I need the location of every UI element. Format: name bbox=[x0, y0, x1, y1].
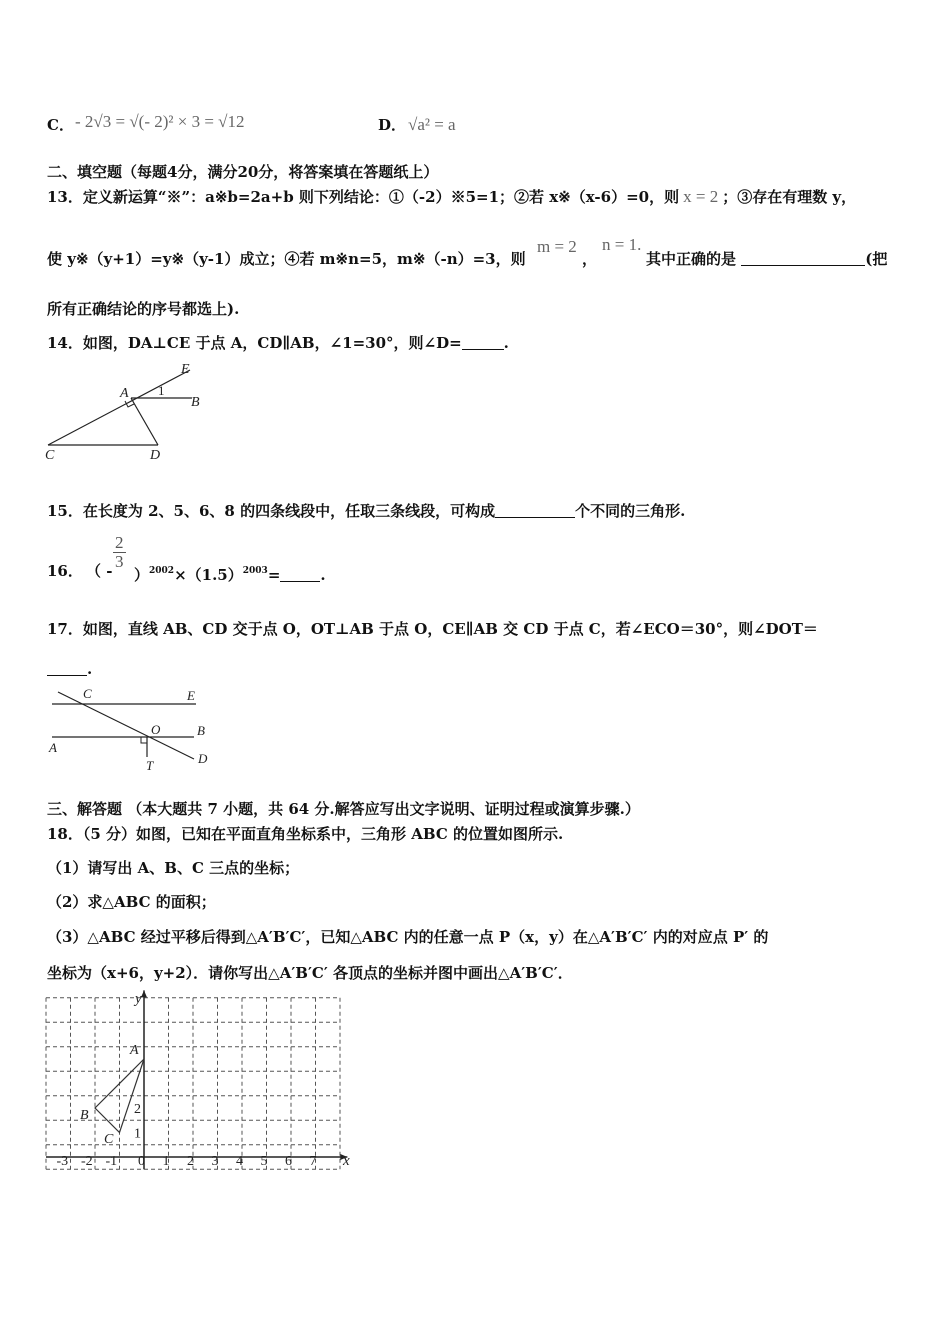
x-tick-label: -3 bbox=[56, 1154, 69, 1169]
q18-part3: （3）△ABC 经过平移后得到△A′B′C′，已知△ABC 内的任意一点 P（x，y）在△A′B′C′ 内的对应点 P′ 的 bbox=[47, 928, 769, 946]
y-tick-labels bbox=[134, 1102, 141, 1142]
q18-intro: 18．（5 分）如图，已知在平面直角坐标系中，三角形 ABC 的位置如图所示. bbox=[47, 825, 564, 843]
x-tick-label: 0 bbox=[138, 1154, 145, 1169]
q16-open: （ - bbox=[86, 562, 113, 580]
x-tick-label: 3 bbox=[211, 1154, 219, 1169]
q17-answer-line: . bbox=[47, 660, 92, 678]
m-equation: m = 2 bbox=[537, 237, 577, 256]
q13-line2-end: 其中正确的是 (把 bbox=[646, 250, 888, 268]
label-a: A bbox=[49, 740, 57, 755]
grid-lines bbox=[46, 998, 340, 1170]
line-ad bbox=[131, 398, 158, 445]
q17-answer-blank[interactable] bbox=[47, 660, 87, 676]
point-c-label: C bbox=[104, 1132, 114, 1147]
line-cd bbox=[58, 692, 194, 759]
q16-answer-blank[interactable] bbox=[280, 566, 320, 582]
n-equation: n = 1. bbox=[602, 235, 642, 254]
x-tick-label: 2 bbox=[187, 1154, 194, 1169]
q15-answer-blank[interactable] bbox=[495, 502, 575, 518]
y-tick-label: 1 bbox=[134, 1126, 141, 1142]
q13-line1: 13．定义新运算“※”：a※b=2a+b 则下列结论：①（-2）※5=1；②若 x※（x-6）=0，则 x = 2 ；③存在有理数 y， bbox=[47, 187, 857, 206]
right-angle-mark bbox=[141, 737, 147, 743]
section-2-title: 二、填空题（每题4分，满分20分，将答案填在答题纸上） bbox=[47, 163, 439, 181]
y-tick-label: 2 bbox=[134, 1102, 141, 1117]
label-e: E bbox=[187, 688, 195, 703]
q18-part1: （1）请写出 A、B、C 三点的坐标； bbox=[47, 859, 300, 877]
line-ce bbox=[48, 370, 190, 445]
q17-text: 17．如图，直线 AB、CD 交于点 O，OT⊥AB 于点 O，CE∥AB 交 CD 于点 C，若∠ECO＝30°，则∠DOT＝ bbox=[47, 620, 818, 638]
axes bbox=[46, 990, 347, 1169]
q16-expression: ）$^{2002}\times(1.5)^{2003}=$ . bbox=[134, 566, 326, 584]
q14-answer-blank[interactable] bbox=[462, 334, 504, 350]
x-tick-label: 5 bbox=[260, 1154, 268, 1169]
q18-coordinate-grid bbox=[40, 990, 360, 1190]
label-o: O bbox=[151, 722, 161, 737]
q13-line2: 使 y※（y+1）=y※（y-1）成立；④若 m※n=5，m※（-n）=3，则 bbox=[47, 250, 526, 268]
x-tick-label: 6 bbox=[285, 1154, 292, 1169]
q18-part2: （2）求△ABC 的面积； bbox=[47, 893, 216, 911]
q14-text: 14．如图，DA⊥CE 于点 A，CD∥AB，∠1=30°，则∠D= . bbox=[47, 334, 509, 352]
section-3-title: 三、解答题 （本大题共 7 小题，共 64 分.解答应写出文字说明、证明过程或演算步骤.） bbox=[47, 800, 640, 818]
option-c-expression: - 2√3 = √(- 2)² × 3 = √12 bbox=[75, 112, 245, 131]
x-tick-label: 1 bbox=[162, 1154, 170, 1169]
q14-figure bbox=[40, 358, 220, 466]
point-a-label: A bbox=[130, 1043, 139, 1058]
label-b: B bbox=[197, 723, 205, 738]
label-d: D bbox=[198, 751, 208, 766]
q13-answer-blank[interactable] bbox=[741, 250, 865, 266]
x-tick-label: 7 bbox=[309, 1154, 317, 1169]
q13-line3: 所有正确结论的序号都选上). bbox=[47, 300, 240, 318]
fraction-two-thirds: $\frac{2}{3}$ bbox=[115, 533, 124, 571]
q15-text: 15．在长度为 2、5、6、8 的四条线段中，任取三条线段，可构成 个不同的三角形. bbox=[47, 502, 686, 520]
x-equation: x = 2 bbox=[683, 187, 719, 206]
label-a: A bbox=[120, 386, 129, 401]
y-axis-arrow bbox=[141, 990, 147, 997]
label-b: B bbox=[191, 395, 200, 410]
point-b-label: B bbox=[80, 1108, 89, 1123]
label-e: E bbox=[181, 362, 190, 377]
label-c: C bbox=[83, 686, 92, 701]
q17-figure bbox=[44, 683, 224, 775]
q12-option-d bbox=[378, 116, 406, 134]
option-d-expression: √a² = a bbox=[408, 115, 456, 134]
x-tick-label: -2 bbox=[81, 1154, 93, 1169]
x-tick-label: -1 bbox=[105, 1154, 118, 1169]
label-t: T bbox=[146, 758, 154, 773]
q16-number: 16． bbox=[47, 562, 83, 580]
label-d: D bbox=[150, 448, 161, 463]
q13-comma: ， bbox=[582, 250, 598, 268]
label-angle-1: 1 bbox=[158, 383, 165, 398]
x-tick-label: 4 bbox=[236, 1154, 243, 1169]
option-c-label: C． bbox=[47, 116, 74, 134]
x-axis-label: x bbox=[343, 1153, 350, 1169]
option-d-label: D． bbox=[378, 116, 407, 134]
q12-option-c bbox=[47, 116, 74, 134]
y-axis-label: y bbox=[135, 991, 142, 1007]
label-c: C bbox=[45, 448, 55, 463]
q18-part3-cont: 坐标为（x+6，y+2）．请你写出△A′B′C′ 各顶点的坐标并图中画出△A′B′C′． bbox=[47, 964, 573, 982]
